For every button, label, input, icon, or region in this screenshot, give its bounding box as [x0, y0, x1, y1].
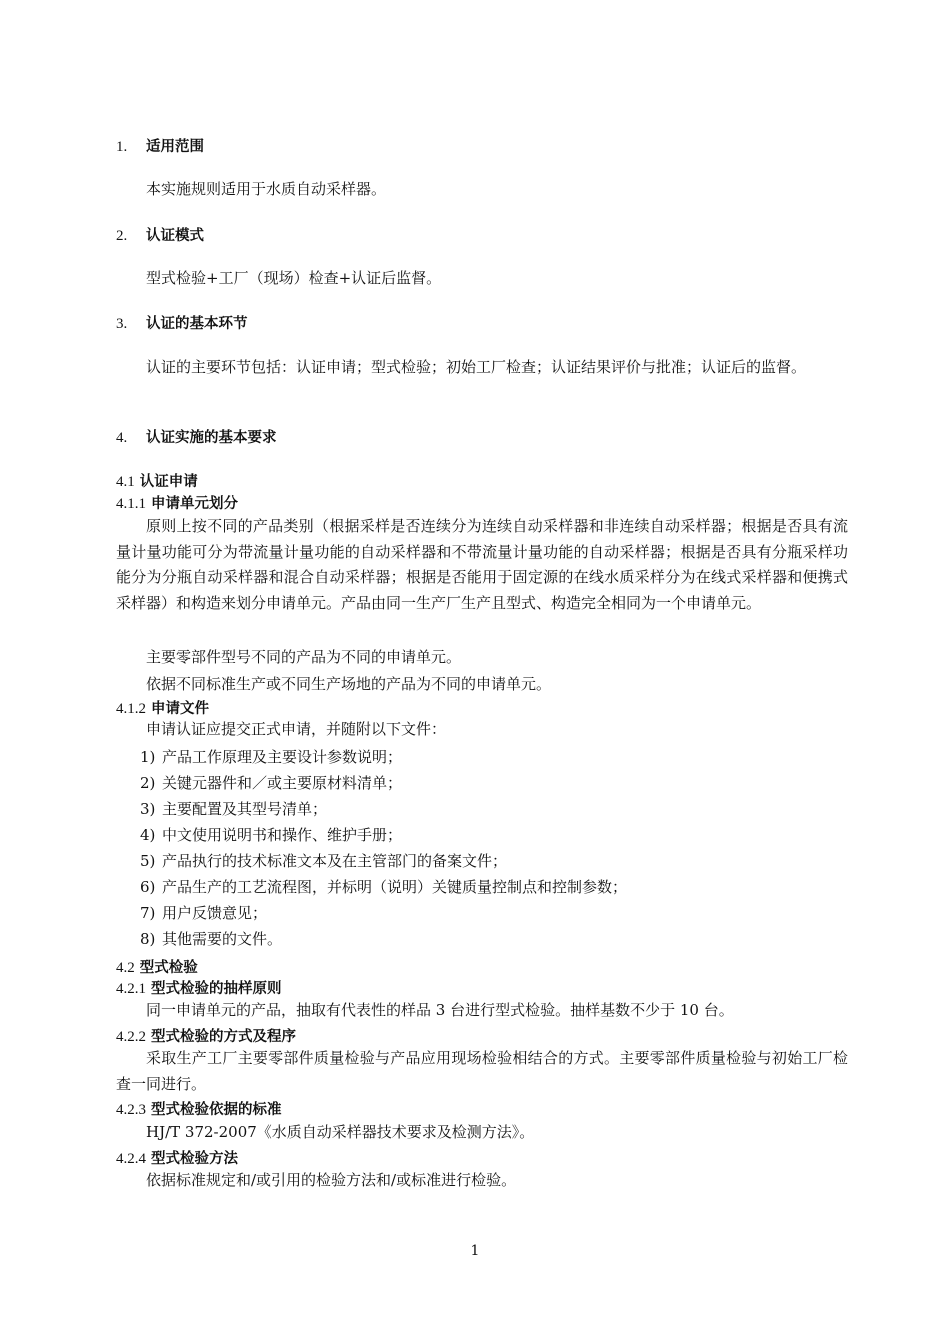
list-item-number: 3)	[140, 800, 156, 818]
subsection-number: 4.1.1	[116, 496, 146, 512]
list-item-number: 8)	[140, 930, 156, 948]
page-number: 1	[470, 1243, 480, 1259]
subsection-number: 4.2.1	[116, 981, 146, 997]
subsection-heading	[116, 980, 282, 999]
subsection-heading	[116, 1028, 296, 1047]
paragraph: 认证的主要环节包括：认证申请；型式检验；初始工厂检查；认证结果评价与批准；认证后的监督。	[146, 358, 807, 376]
paragraph: HJ/T 372-2007《水质自动采样器技术要求及检测方法》。	[146, 1123, 535, 1141]
list-item-number: 4)	[140, 826, 156, 844]
list-item-number: 5)	[140, 852, 156, 870]
list-item-text: 用户反馈意见；	[162, 904, 268, 922]
list-item	[140, 826, 402, 845]
subsection-title: 型式检验的方式及程序	[151, 1029, 296, 1045]
subsection-title: 认证申请	[139, 474, 198, 490]
list-item-text: 主要配置及其型号清单；	[162, 800, 328, 818]
section-number: 3.	[116, 316, 128, 332]
subsection-heading	[116, 959, 198, 978]
section-number: 4.	[116, 430, 128, 446]
paragraph: 申请认证应提交正式申请，并随附以下文件：	[146, 720, 447, 738]
list-item-text: 关键元器件和／或主要原材料清单；	[162, 774, 403, 792]
list-item	[140, 852, 507, 871]
paragraph: 主要零部件型号不同的产品为不同的申请单元。	[146, 648, 462, 666]
list-item-number: 6)	[140, 878, 156, 896]
section-title: 适用范围	[146, 139, 204, 155]
list-item-text: 其他需要的文件。	[162, 930, 283, 948]
section-title: 认证模式	[146, 228, 204, 244]
subsection-number: 4.2	[116, 960, 135, 976]
paragraph: 型式检验+工厂（现场）检查+认证后监督。	[146, 269, 442, 287]
list-item-text: 产品工作原理及主要设计参数说明；	[162, 748, 403, 766]
subsection-number: 4.1	[116, 474, 135, 490]
section-title: 认证的基本环节	[146, 316, 248, 332]
list-item-number: 1)	[140, 748, 156, 766]
subsection-title: 型式检验依据的标准	[151, 1102, 282, 1118]
subsection-number: 4.2.3	[116, 1102, 146, 1118]
list-item	[140, 748, 402, 767]
list-item-number: 2)	[140, 774, 156, 792]
paragraph: 依据不同标准生产或不同生产场地的产品为不同的申请单元。	[146, 675, 552, 693]
section-heading	[116, 227, 204, 246]
subsection-title: 申请文件	[151, 701, 209, 717]
list-item-text: 中文使用说明书和操作、维护手册；	[162, 826, 403, 844]
subsection-title: 型式检验方法	[151, 1151, 238, 1167]
section-title: 认证实施的基本要求	[146, 430, 277, 446]
subsection-title: 型式检验的抽样原则	[151, 981, 282, 997]
section-number: 2.	[116, 228, 128, 244]
paragraph: 采取生产工厂主要零部件质量检验与产品应用现场检验相结合的方式。主要零部件质量检验与初始工厂检查一同进行。	[116, 1049, 848, 1093]
list-item	[140, 878, 627, 897]
subsection-number: 4.1.2	[116, 701, 146, 717]
section-heading	[116, 138, 204, 157]
list-item	[140, 930, 282, 949]
list-item	[140, 800, 327, 819]
subsection-title: 型式检验	[139, 960, 198, 976]
subsection-heading	[116, 473, 198, 492]
paragraph: 同一申请单元的产品，抽取有代表性的样品 3 台进行型式检验。抽样基数不少于 10 台。	[146, 1001, 734, 1019]
subsection-heading	[116, 495, 238, 514]
subsection-heading	[116, 1150, 238, 1169]
subsection-heading	[116, 1101, 282, 1120]
section-number: 1.	[116, 139, 128, 155]
subsection-title: 申请单元划分	[151, 496, 238, 512]
list-item	[140, 774, 402, 793]
section-heading	[116, 315, 248, 334]
list-item-text: 产品执行的技术标准文本及在主管部门的备案文件；	[162, 852, 508, 870]
paragraph: 本实施规则适用于水质自动采样器。	[146, 180, 387, 198]
list-item-number: 7)	[140, 904, 156, 922]
list-item-text: 产品生产的工艺流程图，并标明（说明）关键质量控制点和控制参数；	[162, 878, 628, 896]
section-heading	[116, 429, 277, 448]
list-item	[140, 904, 267, 923]
subsection-number: 4.2.4	[116, 1151, 146, 1167]
paragraph: 原则上按不同的产品类别（根据采样是否连续分为连续自动采样器和非连续自动采样器；根据是否具有流量计量功能可分为带流量计量功能的自动采样器和不带流量计量功能的自动采样器；根据是否具有分瓶采样功能分为分瓶自动采样器和混合自动采样器；根据是否能用于固定源的在线水质采样分为在线式采样器和便携式采样器）和构造来划分申请单元。产品由同一生产厂生产且型式、构造完全相同为一个申请单元。	[116, 517, 848, 612]
subsection-number: 4.2.2	[116, 1029, 146, 1045]
paragraph: 依据标准规定和/或引用的检验方法和/或标准进行检验。	[146, 1171, 517, 1189]
